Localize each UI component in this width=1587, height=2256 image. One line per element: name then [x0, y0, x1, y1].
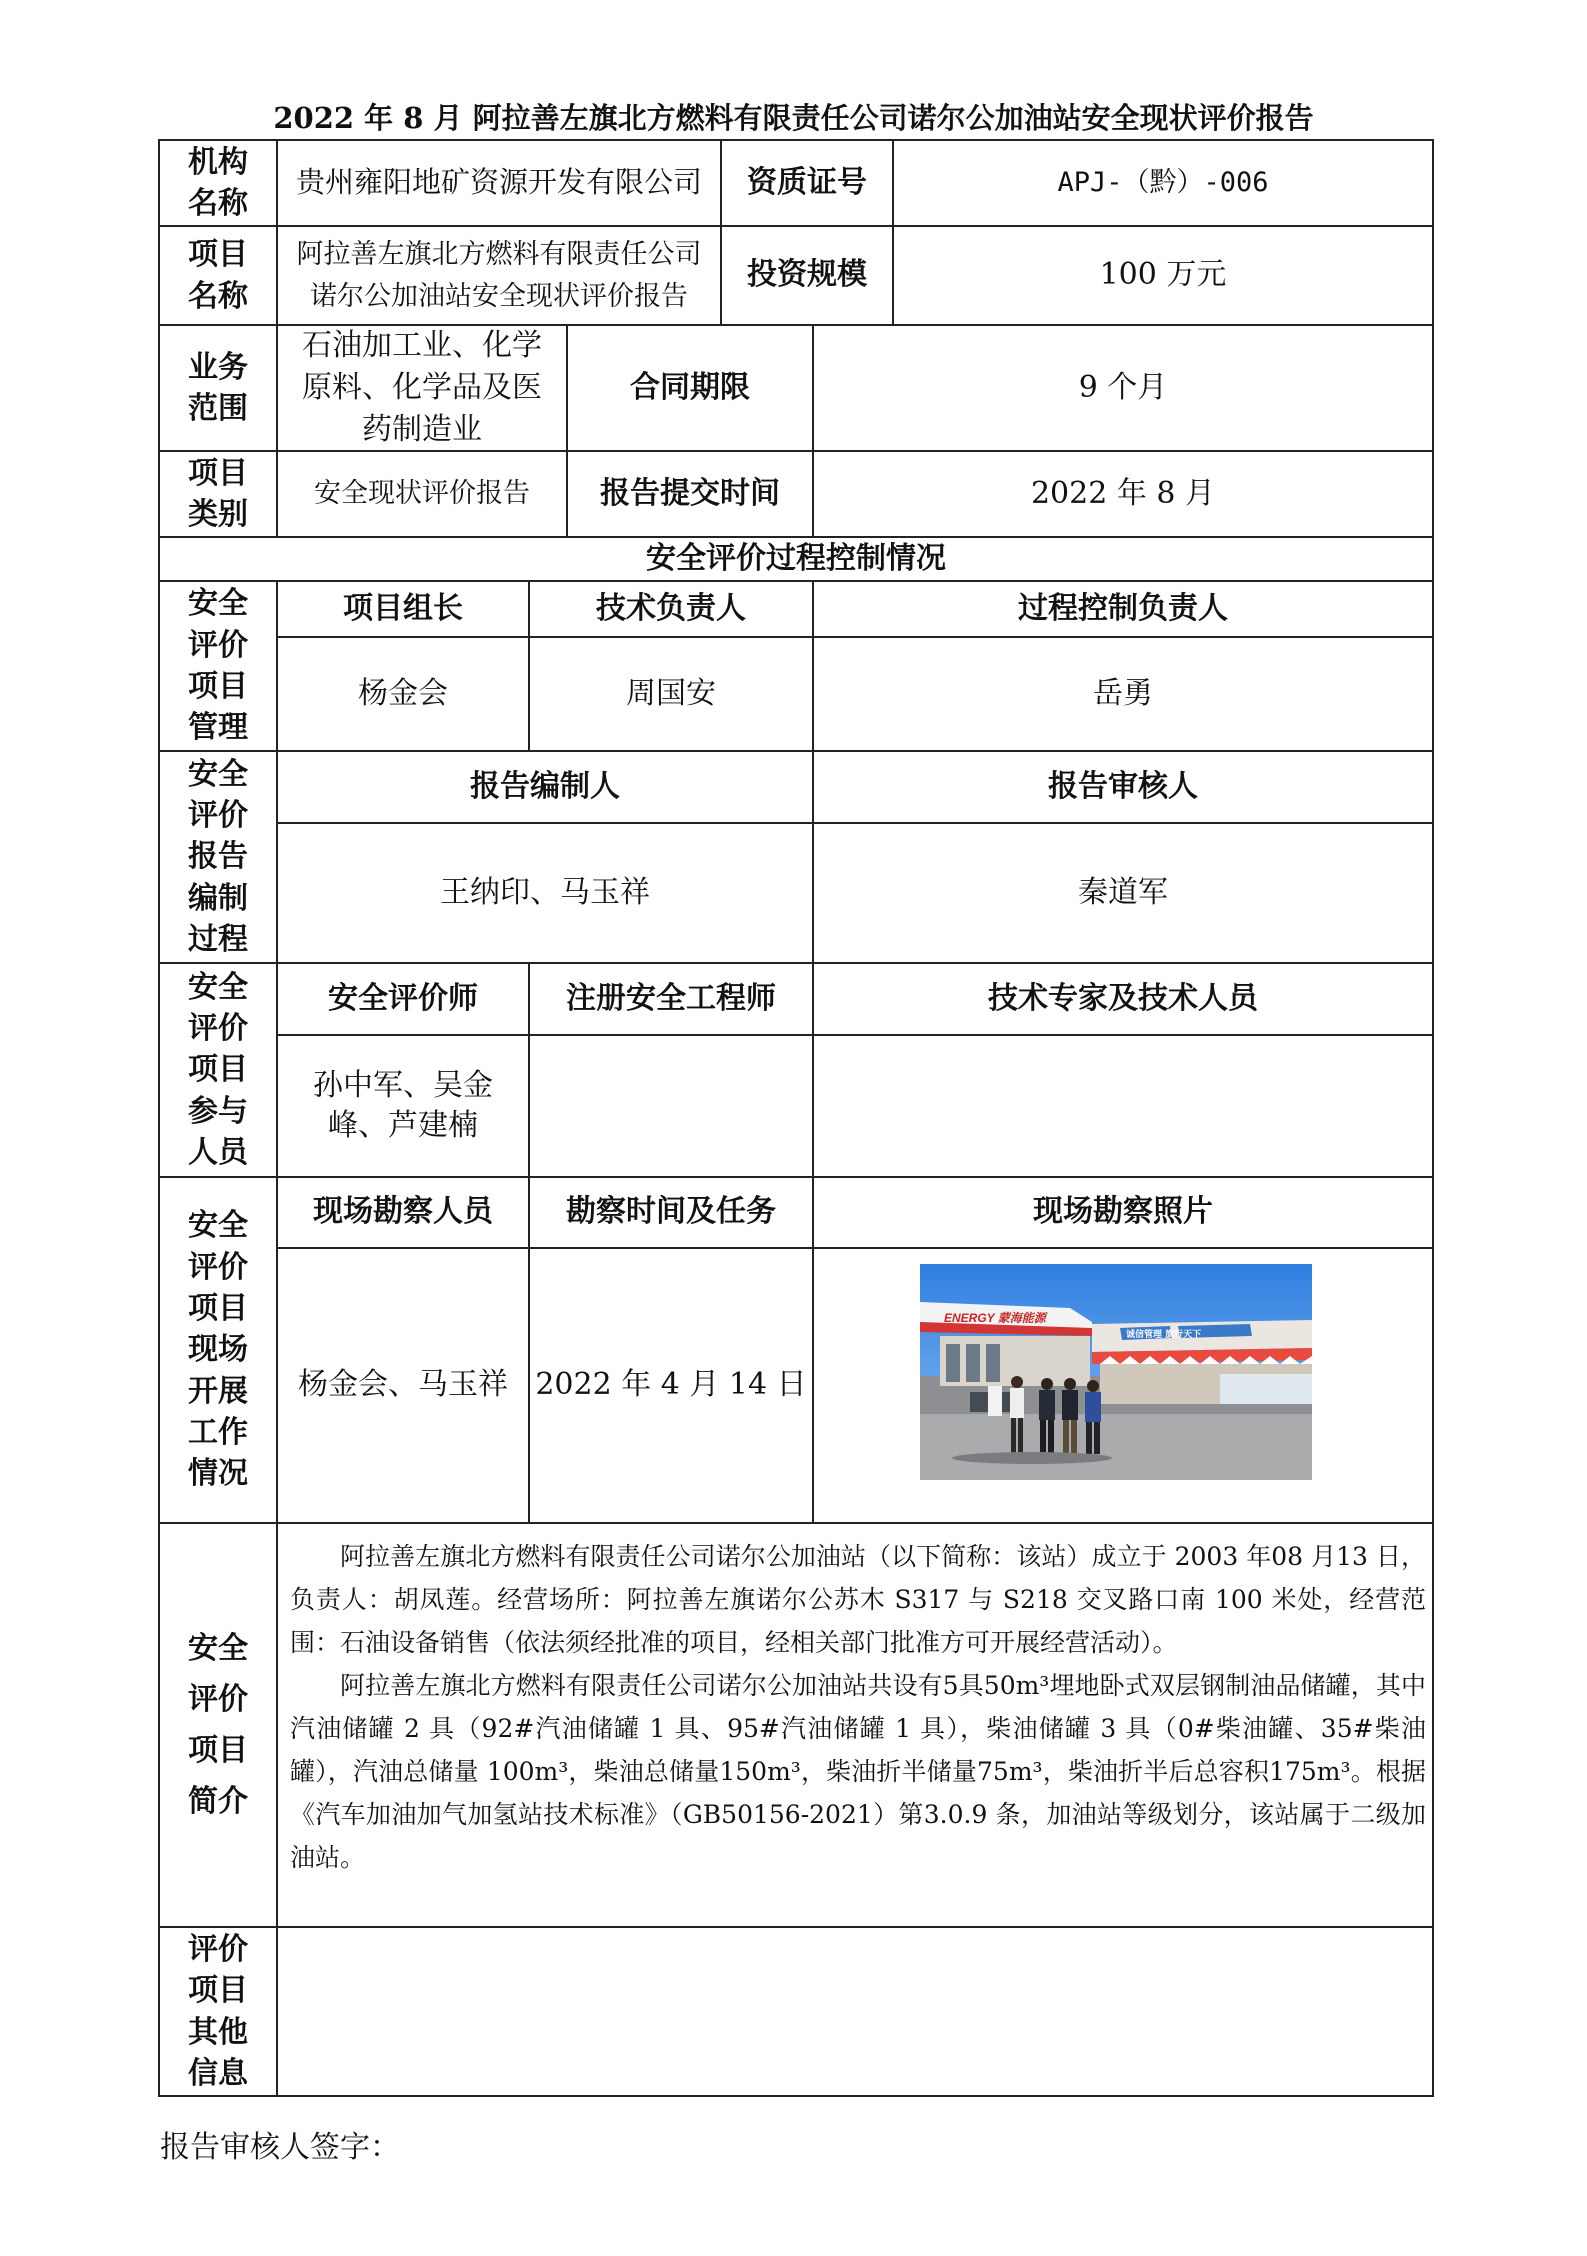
time-value: 2022 年 4 月 14 日 [535, 1367, 807, 1403]
author-value: 王纳印、马玉祥 [440, 874, 650, 910]
submit-value: 2022 年 8 月 [1030, 475, 1216, 511]
business-label: 业务范围 [188, 349, 248, 426]
other-value [278, 1928, 1432, 2095]
contract-value: 9 个月 [1078, 369, 1168, 405]
engineer-label: 注册安全工程师 [566, 980, 776, 1016]
photo-sign-text: ENERGY 蒙海能源 [944, 1311, 1046, 1325]
invest-value: 100 万元 [1099, 257, 1227, 293]
intro-text [290, 1535, 1426, 1879]
process-header: 安全评价过程控制情况 [646, 540, 946, 576]
intro-paragraph-2: 阿拉善左旗北方燃料有限责任公司诺尔公加油站共设有5具50m³埋地卧式双层钢制油品储罐，其中汽油储罐 2 具（92#汽油储罐 1 具、95#汽油储罐 1 具），柴油储罐 3 具（0#柴油罐、35#柴油罐），汽油总储量 100m³，柴油总储量150m³，柴油折半储量75m³，柴油折半后总容积175m³。根据《汽车加油加气加氢站技术标准》（GB50156-2021）第3.0.9 条，加油站等级划分，该站属于二级加油站。 [290, 1671, 1426, 1872]
contract-label: 合同期限 [630, 369, 750, 405]
leader-value: 杨金会 [358, 675, 448, 711]
reviewer-label: 报告审核人 [1048, 768, 1198, 804]
tech-label: 技术负责人 [596, 590, 746, 626]
experts-value [814, 1036, 1432, 1176]
org-value: 贵州雍阳地矿资源开发有限公司 [296, 165, 703, 200]
control-label: 过程控制负责人 [1018, 590, 1228, 626]
category-value: 安全现状评价报告 [314, 477, 530, 509]
experts-label: 技术专家及技术人员 [988, 980, 1258, 1016]
other-label: 评价项目其他信息 [188, 1931, 248, 2091]
org-label: 机构名称 [188, 144, 248, 221]
intro-paragraph-1: 阿拉善左旗北方燃料有限责任公司诺尔公加油站（以下简称：该站）成立于 2003 年08 月13 日，负责人：胡凤莲。经营场所：阿拉善左旗诺尔公苏木 S317 与 S218 交叉路口南 100 米处，经营范围：石油设备销售（依法须经批准的项目，经相关部门批准方可开展经营活动）。 [290, 1542, 1426, 1657]
business-value: 石油加工业、化学原料、化学品及医药制造业 [302, 328, 542, 447]
time-label: 勘察时间及任务 [566, 1194, 776, 1230]
page-title: 2022 年 8 月 阿拉善左旗北方燃料有限责任公司诺尔公加油站安全现状评价报告 [273, 101, 1314, 135]
author-label: 报告编制人 [470, 768, 620, 804]
reviewer-value: 秦道军 [1078, 874, 1168, 910]
project-label: 项目名称 [188, 237, 248, 314]
leader-label: 项目组长 [343, 590, 463, 626]
cert-label: 资质证号 [747, 164, 867, 200]
cert-value: APJ-（黔）-006 [1057, 166, 1269, 198]
site-label: 安全评价项目现场开展工作情况 [188, 1208, 248, 1492]
photo-banner-text: 诚信管理 旗行天下 [1126, 1330, 1202, 1340]
photo-label: 现场勘察照片 [1033, 1194, 1213, 1230]
compile-label: 安全评价报告编制过程 [188, 756, 248, 958]
row-divider [158, 1522, 1434, 1524]
submit-label: 报告提交时间 [600, 475, 780, 511]
staff-value: 杨金会、马玉祥 [298, 1367, 508, 1403]
evaluators-value: 孙中军、吴金峰、芦建楠 [313, 1067, 493, 1143]
site-survey-photo [920, 1264, 1312, 1480]
staff-label: 现场勘察人员 [313, 1194, 493, 1230]
management-label: 安全评价项目管理 [188, 586, 248, 746]
signature-label: 报告审核人签字： [160, 2130, 400, 2165]
tech-value: 周国安 [626, 675, 716, 711]
control-value: 岳勇 [1093, 675, 1153, 711]
participants-label: 安全评价项目参与人员 [188, 969, 248, 1171]
engineers-value [530, 1036, 812, 1176]
category-label: 项目类别 [188, 455, 248, 532]
intro-label: 安全评价项目简介 [188, 1631, 248, 1819]
invest-label: 投资规模 [747, 257, 867, 293]
project-value: 阿拉善左旗北方燃料有限责任公司诺尔公加油站安全现状评价报告 [296, 238, 702, 312]
evaluator-label: 安全评价师 [328, 980, 478, 1016]
